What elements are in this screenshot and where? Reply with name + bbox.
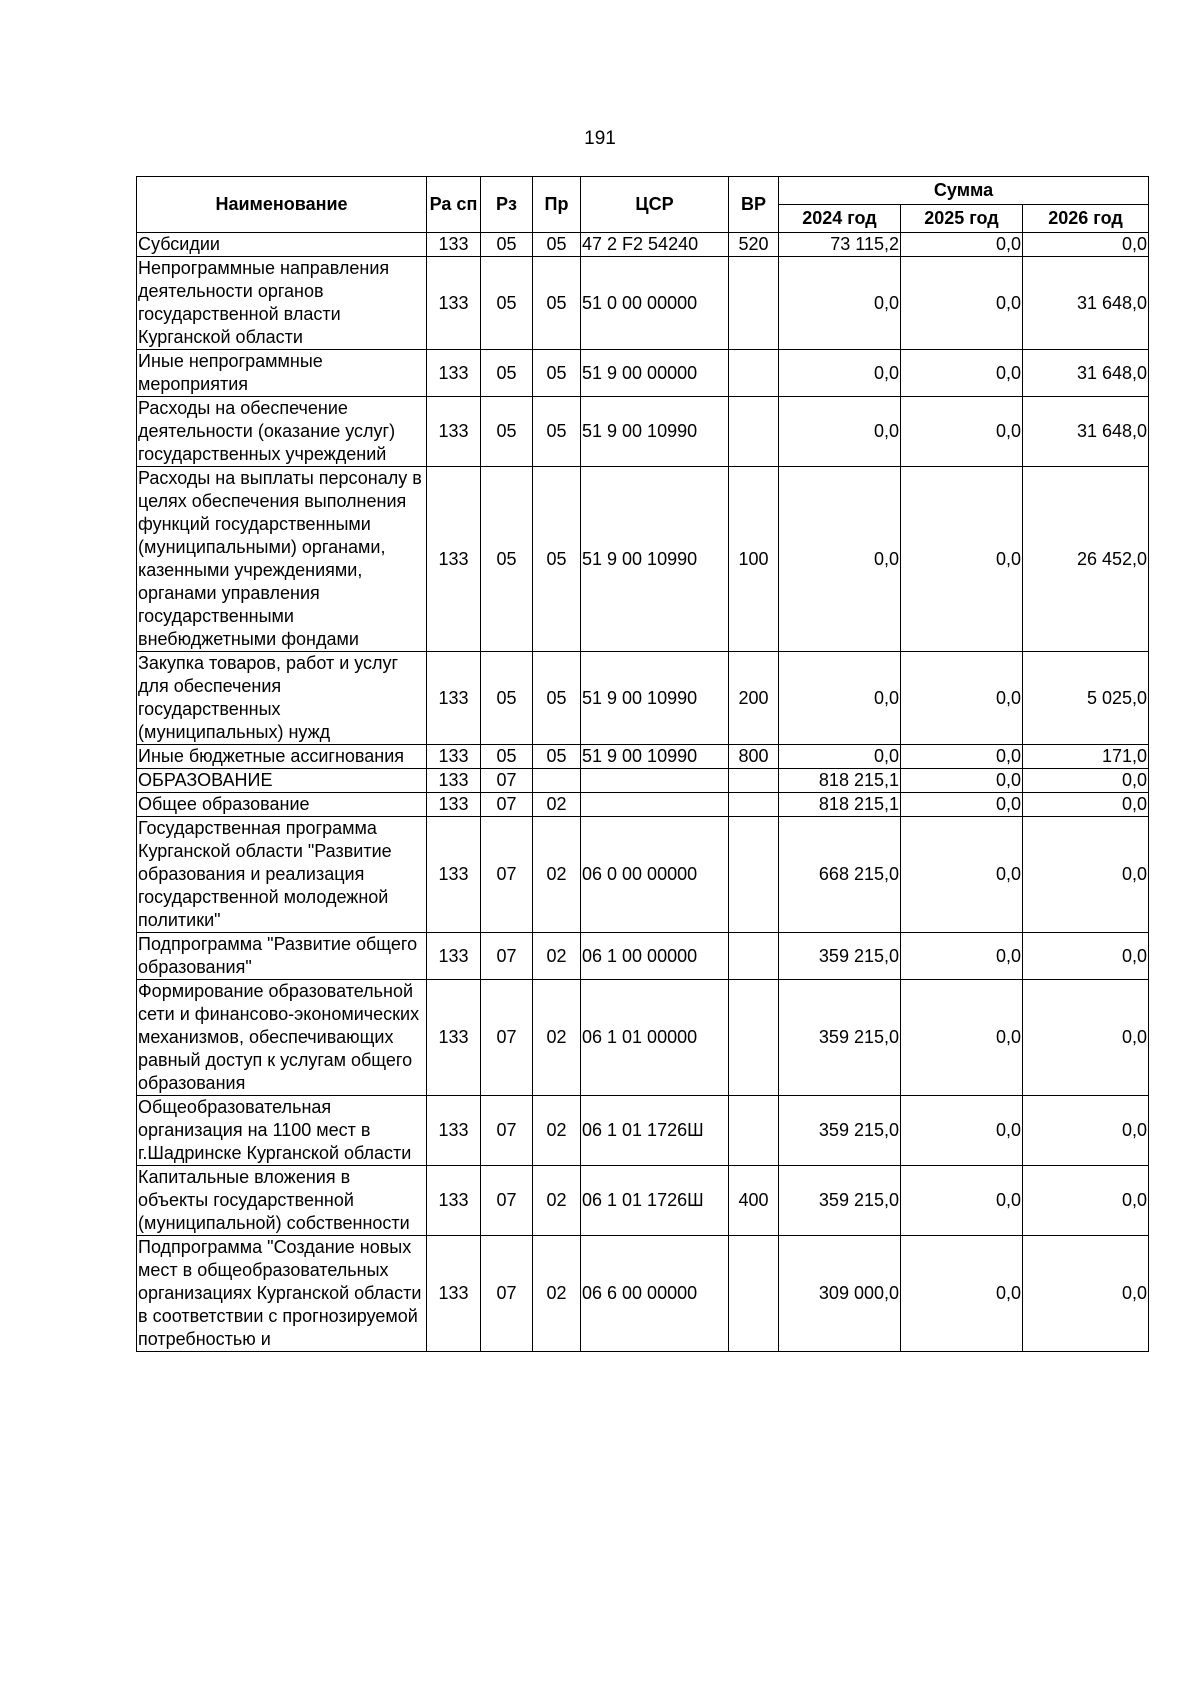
cell-sum-2025: 0,0 (901, 980, 1023, 1096)
cell-csr: 47 2 F2 54240 (581, 233, 729, 257)
page-number: 191 (584, 128, 616, 149)
cell-sum-2026: 31 648,0 (1023, 397, 1149, 467)
cell-sum-2026: 171,0 (1023, 745, 1149, 769)
cell-vr (729, 980, 779, 1096)
cell-pr: 02 (533, 1236, 581, 1352)
cell-sum-2024: 0,0 (779, 350, 901, 397)
cell-sum-2024: 73 115,2 (779, 233, 901, 257)
cell-name: Субсидии (137, 233, 427, 257)
cell-name: Общее образование (137, 793, 427, 817)
cell-csr: 06 1 00 00000 (581, 933, 729, 980)
cell-sum-2024: 359 215,0 (779, 933, 901, 980)
cell-csr: 51 0 00 00000 (581, 257, 729, 350)
cell-vr: 400 (729, 1166, 779, 1236)
cell-rasp: 133 (427, 257, 481, 350)
cell-pr: 02 (533, 1166, 581, 1236)
cell-pr: 05 (533, 467, 581, 652)
cell-csr: 51 9 00 10990 (581, 397, 729, 467)
table-row (137, 933, 1149, 980)
header-csr: ЦСР (581, 177, 729, 233)
table-row (137, 1236, 1149, 1352)
cell-csr: 51 9 00 10990 (581, 467, 729, 652)
cell-csr (581, 793, 729, 817)
cell-sum-2025: 0,0 (901, 745, 1023, 769)
cell-name: Иные непрограммные мероприятия (137, 350, 427, 397)
cell-sum-2026: 26 452,0 (1023, 467, 1149, 652)
cell-rasp: 133 (427, 397, 481, 467)
header-name: Наименование (137, 177, 427, 233)
cell-sum-2024: 0,0 (779, 467, 901, 652)
cell-name: Общеобразовательная организация на 1100 мест в г.Шадринске Курганской области (137, 1096, 427, 1166)
cell-pr: 02 (533, 817, 581, 933)
cell-vr (729, 257, 779, 350)
cell-sum-2025: 0,0 (901, 257, 1023, 350)
cell-sum-2025: 0,0 (901, 1096, 1023, 1166)
cell-sum-2024: 818 215,1 (779, 769, 901, 793)
cell-name: Расходы на обеспечение деятельности (оказание услуг) государственных учреждений (137, 397, 427, 467)
cell-vr (729, 1236, 779, 1352)
header-year-2024: 2024 год (779, 205, 901, 233)
cell-pr: 05 (533, 397, 581, 467)
cell-rasp: 133 (427, 1236, 481, 1352)
header-year-2026: 2026 год (1023, 205, 1149, 233)
cell-rz: 07 (481, 1166, 533, 1236)
cell-csr: 06 1 01 1726Ш (581, 1096, 729, 1166)
cell-rz: 07 (481, 769, 533, 793)
cell-csr: 06 1 01 00000 (581, 980, 729, 1096)
cell-rasp: 133 (427, 652, 481, 745)
cell-sum-2026: 0,0 (1023, 933, 1149, 980)
cell-vr: 200 (729, 652, 779, 745)
cell-rz: 07 (481, 980, 533, 1096)
cell-vr (729, 933, 779, 980)
cell-vr: 520 (729, 233, 779, 257)
cell-sum-2024: 359 215,0 (779, 1096, 901, 1166)
table-row (137, 233, 1149, 257)
cell-pr: 05 (533, 257, 581, 350)
cell-sum-2025: 0,0 (901, 652, 1023, 745)
table-row (137, 817, 1149, 933)
cell-csr: 06 6 00 00000 (581, 1236, 729, 1352)
cell-sum-2026: 0,0 (1023, 233, 1149, 257)
cell-sum-2025: 0,0 (901, 933, 1023, 980)
cell-rasp: 133 (427, 1166, 481, 1236)
cell-sum-2026: 0,0 (1023, 1166, 1149, 1236)
cell-rz: 05 (481, 350, 533, 397)
table-row (137, 257, 1149, 350)
cell-pr: 05 (533, 652, 581, 745)
cell-sum-2026: 0,0 (1023, 817, 1149, 933)
cell-rasp: 133 (427, 1096, 481, 1166)
cell-vr (729, 397, 779, 467)
cell-sum-2025: 0,0 (901, 350, 1023, 397)
cell-sum-2024: 359 215,0 (779, 980, 901, 1096)
header-vr: ВР (729, 177, 779, 233)
cell-pr: 05 (533, 233, 581, 257)
cell-rasp: 133 (427, 769, 481, 793)
cell-pr (533, 769, 581, 793)
cell-sum-2026: 0,0 (1023, 1096, 1149, 1166)
cell-csr: 06 1 01 1726Ш (581, 1166, 729, 1236)
cell-pr: 02 (533, 1096, 581, 1166)
cell-rz: 05 (481, 233, 533, 257)
table-row (137, 980, 1149, 1096)
cell-csr: 51 9 00 10990 (581, 745, 729, 769)
cell-pr: 02 (533, 933, 581, 980)
cell-rasp: 133 (427, 745, 481, 769)
cell-pr: 02 (533, 980, 581, 1096)
cell-rasp: 133 (427, 233, 481, 257)
cell-sum-2024: 0,0 (779, 257, 901, 350)
cell-sum-2025: 0,0 (901, 233, 1023, 257)
cell-name: Капитальные вложения в объекты государственной (муниципальной) собственности (137, 1166, 427, 1236)
cell-name: Закупка товаров, работ и услуг для обеспечения государственных (муниципальных) нужд (137, 652, 427, 745)
cell-csr: 51 9 00 00000 (581, 350, 729, 397)
cell-sum-2024: 0,0 (779, 397, 901, 467)
cell-name: Иные бюджетные ассигнования (137, 745, 427, 769)
table-header (137, 177, 1149, 233)
cell-sum-2026: 5 025,0 (1023, 652, 1149, 745)
cell-sum-2025: 0,0 (901, 397, 1023, 467)
header-rz: Рз (481, 177, 533, 233)
header-summa: Сумма (779, 177, 1149, 205)
cell-sum-2026: 31 648,0 (1023, 257, 1149, 350)
table-row (137, 1096, 1149, 1166)
cell-name: Формирование образовательной сети и финансово-экономических механизмов, обеспечивающих равный доступ к услугам общего образования (137, 980, 427, 1096)
cell-rz: 05 (481, 652, 533, 745)
header-pr: Пр (533, 177, 581, 233)
cell-vr (729, 769, 779, 793)
cell-sum-2026: 31 648,0 (1023, 350, 1149, 397)
cell-sum-2026: 0,0 (1023, 980, 1149, 1096)
cell-vr: 100 (729, 467, 779, 652)
cell-name: Расходы на выплаты персоналу в целях обеспечения выполнения функций государственными (муниципальными) органами, казенными учреждениями, органами управления государственными внебюджетными фондами (137, 467, 427, 652)
cell-name: Подпрограмма "Развитие общего образования" (137, 933, 427, 980)
cell-rz: 05 (481, 467, 533, 652)
table-body (137, 233, 1149, 1352)
table-row (137, 652, 1149, 745)
cell-pr: 05 (533, 350, 581, 397)
cell-csr: 51 9 00 10990 (581, 652, 729, 745)
cell-vr (729, 1096, 779, 1166)
cell-pr: 02 (533, 793, 581, 817)
cell-sum-2025: 0,0 (901, 793, 1023, 817)
cell-rasp: 133 (427, 980, 481, 1096)
table-row (137, 793, 1149, 817)
cell-sum-2025: 0,0 (901, 1166, 1023, 1236)
cell-rasp: 133 (427, 793, 481, 817)
cell-name: Государственная программа Курганской области "Развитие образования и реализация государственной молодежной политики" (137, 817, 427, 933)
cell-rz: 05 (481, 745, 533, 769)
cell-rz: 05 (481, 257, 533, 350)
cell-sum-2026: 0,0 (1023, 769, 1149, 793)
header-rasp: Ра сп (427, 177, 481, 233)
cell-sum-2024: 818 215,1 (779, 793, 901, 817)
cell-vr (729, 817, 779, 933)
cell-name: ОБРАЗОВАНИЕ (137, 769, 427, 793)
cell-sum-2024: 0,0 (779, 745, 901, 769)
cell-name: Подпрограмма "Создание новых мест в общеобразовательных организациях Курганской области в соответствии с прогнозируемой потребностью и (137, 1236, 427, 1352)
cell-sum-2024: 359 215,0 (779, 1166, 901, 1236)
cell-rz: 07 (481, 793, 533, 817)
cell-sum-2024: 668 215,0 (779, 817, 901, 933)
cell-rasp: 133 (427, 933, 481, 980)
table-row (137, 397, 1149, 467)
cell-rz: 07 (481, 1236, 533, 1352)
budget-table (136, 176, 1149, 1352)
cell-rz: 07 (481, 1096, 533, 1166)
cell-rz: 07 (481, 817, 533, 933)
cell-vr: 800 (729, 745, 779, 769)
cell-pr: 05 (533, 745, 581, 769)
table-row (137, 467, 1149, 652)
cell-rasp: 133 (427, 350, 481, 397)
cell-sum-2025: 0,0 (901, 1236, 1023, 1352)
cell-sum-2025: 0,0 (901, 817, 1023, 933)
cell-sum-2025: 0,0 (901, 467, 1023, 652)
table-row (137, 769, 1149, 793)
cell-rasp: 133 (427, 467, 481, 652)
cell-sum-2024: 0,0 (779, 652, 901, 745)
cell-sum-2025: 0,0 (901, 769, 1023, 793)
cell-sum-2024: 309 000,0 (779, 1236, 901, 1352)
header-year-2025: 2025 год (901, 205, 1023, 233)
cell-name: Непрограммные направления деятельности органов государственной власти Курганской области (137, 257, 427, 350)
cell-rz: 07 (481, 933, 533, 980)
table-row (137, 1166, 1149, 1236)
cell-sum-2026: 0,0 (1023, 1236, 1149, 1352)
cell-vr (729, 350, 779, 397)
cell-rasp: 133 (427, 817, 481, 933)
table-row (137, 745, 1149, 769)
cell-csr (581, 769, 729, 793)
table-row (137, 350, 1149, 397)
cell-sum-2026: 0,0 (1023, 793, 1149, 817)
cell-csr: 06 0 00 00000 (581, 817, 729, 933)
cell-vr (729, 793, 779, 817)
cell-rz: 05 (481, 397, 533, 467)
